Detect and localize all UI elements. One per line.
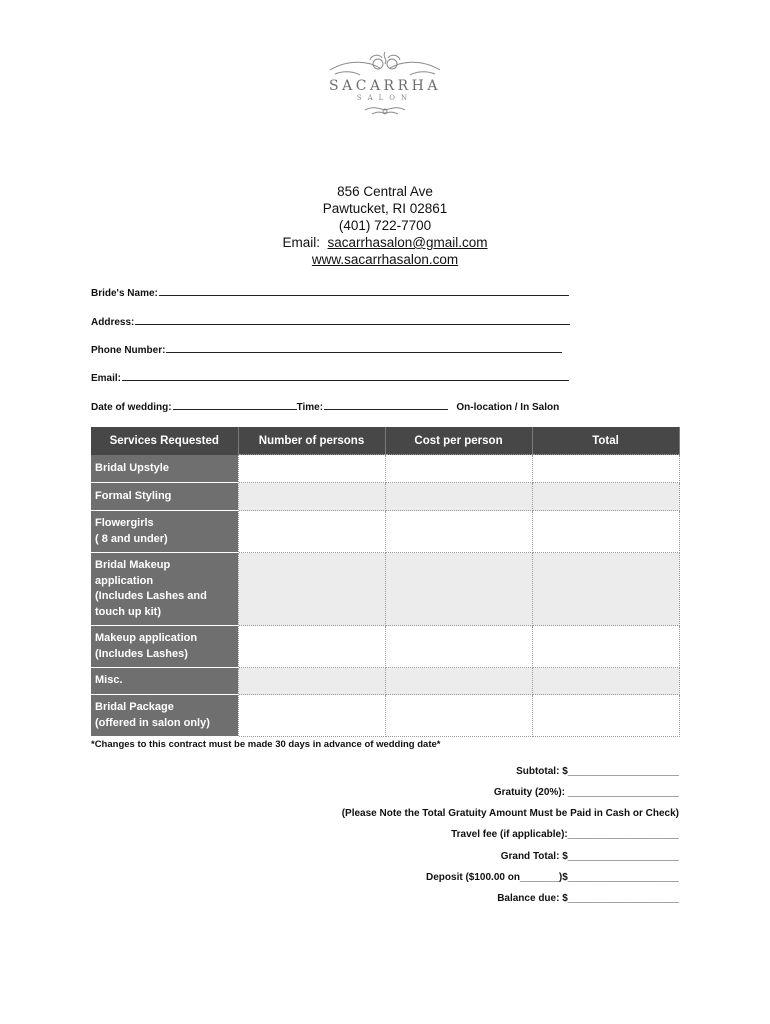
service-label: Bridal Makeup application (Includes Lashes and touch up kit) <box>91 553 238 626</box>
location-label: On-location / In Salon <box>456 402 560 413</box>
cost-cell[interactable] <box>385 511 532 553</box>
cost-cell[interactable] <box>385 483 532 511</box>
contact-info <box>0 183 770 268</box>
email-line <box>0 234 770 251</box>
phone-label: Phone Number: <box>91 345 166 356</box>
persons-cell[interactable] <box>238 626 385 668</box>
balance-due-line[interactable]: Balance due: $____________________ <box>497 893 679 904</box>
date-label: Date of wedding: <box>91 402 172 413</box>
bride-name-line[interactable] <box>159 287 569 296</box>
date-time-field[interactable] <box>91 401 559 413</box>
address-line-2: Pawtucket, RI 02861 <box>322 201 448 216</box>
date-line[interactable] <box>173 401 297 410</box>
table-row <box>91 455 679 483</box>
service-label: Formal Styling <box>91 483 238 511</box>
service-label: Bridal Upstyle <box>91 455 238 483</box>
table-row <box>91 668 679 695</box>
persons-cell[interactable] <box>238 455 385 483</box>
header-persons: Number of persons <box>238 427 385 455</box>
table-row <box>91 695 679 737</box>
email-link[interactable]: sacarrhasalon@gmail.com <box>327 235 488 250</box>
persons-cell[interactable] <box>238 553 385 626</box>
service-label: Flowergirls ( 8 and under) <box>91 511 238 553</box>
cost-cell[interactable] <box>385 695 532 737</box>
email-label: Email: <box>282 235 320 250</box>
header-total: Total <box>532 427 679 455</box>
email-field-line[interactable] <box>122 372 569 381</box>
address-line-1: 856 Central Ave <box>337 184 433 199</box>
time-line[interactable] <box>324 401 448 410</box>
phone-line[interactable] <box>166 344 562 353</box>
total-cell[interactable] <box>532 668 679 695</box>
persons-cell[interactable] <box>238 668 385 695</box>
address-field[interactable] <box>91 316 570 328</box>
gratuity-line[interactable]: Gratuity (20%): ____________________ <box>493 787 679 798</box>
phone-number: (401) 722-7700 <box>338 218 432 233</box>
logo-subtitle: SALON <box>356 94 414 102</box>
persons-cell[interactable] <box>238 483 385 511</box>
bride-name-label: Bride's Name: <box>91 288 158 299</box>
total-cell[interactable] <box>532 455 679 483</box>
header-cost: Cost per person <box>385 427 532 455</box>
total-cell[interactable] <box>532 511 679 553</box>
cost-cell[interactable] <box>385 668 532 695</box>
total-cell[interactable] <box>532 626 679 668</box>
website-link[interactable]: www.sacarrhasalon.com <box>311 252 459 267</box>
table-row <box>91 483 679 511</box>
cost-cell[interactable] <box>385 455 532 483</box>
address-label: Address: <box>91 317 135 328</box>
grand-total-line[interactable]: Grand Total: $____________________ <box>500 851 679 862</box>
salon-logo <box>310 48 460 120</box>
total-cell[interactable] <box>532 483 679 511</box>
header-services: Services Requested <box>91 427 238 455</box>
service-label: Bridal Package (offered in salon only) <box>91 695 238 737</box>
cost-cell[interactable] <box>385 626 532 668</box>
gratuity-note: (Please Note the Total Gratuity Amount Must be Paid in Cash or Check) <box>341 808 679 819</box>
contract-note: *Changes to this contract must be made 30 days in advance of wedding date* <box>91 739 441 750</box>
bride-name-field[interactable] <box>91 287 569 299</box>
deposit-line[interactable]: Deposit ($100.00 on_______)$____________________ <box>426 872 679 883</box>
table-row <box>91 626 679 668</box>
total-cell[interactable] <box>532 553 679 626</box>
address-line[interactable] <box>135 316 570 325</box>
email-field-label: Email: <box>91 373 122 384</box>
table-row <box>91 553 679 626</box>
persons-cell[interactable] <box>238 511 385 553</box>
persons-cell[interactable] <box>238 695 385 737</box>
table-row <box>91 511 679 553</box>
phone-field[interactable] <box>91 344 562 356</box>
time-label: Time: <box>296 402 324 413</box>
logo-title: SACARRHA <box>329 78 441 94</box>
services-table <box>91 427 680 737</box>
service-label: Misc. <box>91 668 238 695</box>
subtotal-line[interactable]: Subtotal: $____________________ <box>516 766 679 777</box>
travel-fee-line[interactable]: Travel fee (if applicable):____________________ <box>451 829 679 840</box>
cost-cell[interactable] <box>385 553 532 626</box>
service-label: Makeup application (Includes Lashes) <box>91 626 238 668</box>
total-cell[interactable] <box>532 695 679 737</box>
email-field[interactable] <box>91 372 569 384</box>
table-header-row <box>91 427 679 455</box>
